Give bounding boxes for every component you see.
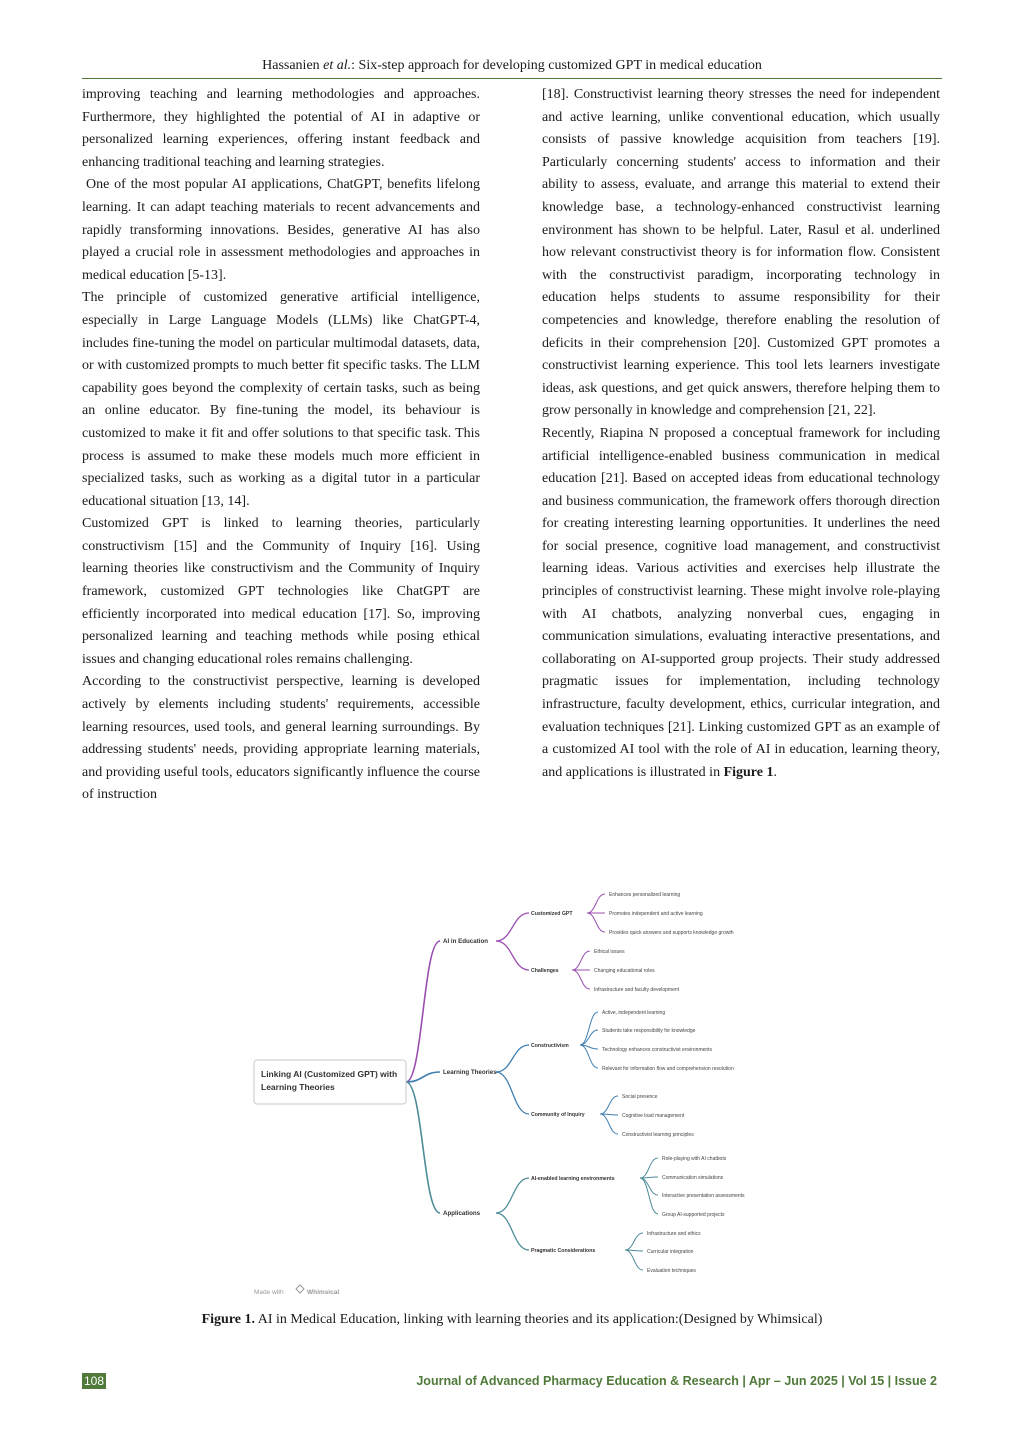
subtopic-connector: [496, 1178, 529, 1213]
mind-map-labels: [443, 892, 745, 1274]
leaf-label: Constructivist learning principles: [622, 1132, 694, 1138]
branch-connector: [406, 1082, 440, 1213]
subtopic-label: Customized GPT: [531, 911, 573, 917]
leaf-label: Infrastructure and faculty development: [594, 987, 680, 993]
leaf-label: Promotes independent and active learning: [609, 911, 703, 917]
leaf-connector: [572, 951, 590, 970]
leaf-label: Role-playing with AI chatbots: [662, 1156, 727, 1162]
mind-map-root-line-1: Linking AI (Customized GPT) with: [261, 1069, 398, 1079]
made-with-label: Made with: [254, 1289, 284, 1296]
subtopic-connector: [496, 1213, 529, 1250]
leaf-label: Technology enhances constructivist environments: [602, 1047, 713, 1053]
page-number: 108: [84, 1374, 105, 1388]
figure-caption: [82, 1312, 942, 1328]
leaf-connector: [572, 970, 590, 989]
branch-label: Applications: [443, 1210, 481, 1217]
leaf-label: Group AI-supported projects: [662, 1212, 725, 1218]
right-column: [542, 84, 940, 784]
leaf-connector: [640, 1158, 658, 1178]
leaf-connector: [587, 894, 605, 913]
leaf-connector: [625, 1250, 643, 1270]
whimsical-brand: Whimsical: [307, 1289, 340, 1296]
subtopic-label: Constructivism: [531, 1043, 569, 1049]
leaf-label: Enhances personalized learning: [609, 892, 681, 898]
branch-label: Learning Theories: [443, 1069, 497, 1076]
leaf-label: Curricular integration: [647, 1249, 694, 1255]
leaf-connector: [587, 913, 605, 932]
running-head: [82, 58, 942, 74]
paragraph: [542, 423, 940, 785]
period: .: [773, 764, 777, 780]
subtopic-connector: [496, 913, 529, 941]
leaf-label: Students take responsibility for knowledge: [602, 1028, 696, 1034]
leaf-label: Infrastructure and ethics: [647, 1231, 701, 1237]
paragraph: One of the most popular AI applications, ChatGPT, benefits lifelong learning. It can adapt teaching materials to recent advancements and rapidly transforming innovations. Besides, generative AI has also played a crucial role in assessment methodologies and approaches in medical education [5-13].: [82, 177, 480, 283]
caption-label: Figure 1.: [201, 1312, 255, 1327]
subtopic-connector: [496, 1045, 529, 1072]
whimsical-logo-icon: [296, 1285, 304, 1293]
paragraph: The principle of customized generative artificial intelligence, especially in Large Language Models (LLMs) like ChatGPT-4, includes fine-tuning the model on particular multimodal datasets, data, or with customized prompts to much better fit specific tasks. The LLM capability goes beyond the complexity of certain tasks, such as being an online educator. By fine-tuning the model, its behaviour is customized to make it fit and offer solutions to that specific task. This process is assumed to make these models much more efficient in specialized tasks, such as working as a digital tutor in a particular educational situation [13, 14].: [82, 290, 480, 509]
header-rule: [82, 78, 942, 79]
leaf-label: Cognitive load management: [622, 1113, 685, 1119]
subtopic-label: Community of Inquiry: [531, 1112, 585, 1118]
mind-map-figure: [250, 882, 790, 1302]
leaf-connector: [580, 1030, 598, 1045]
figure-reference[interactable]: Figure 1: [723, 764, 774, 780]
subtopic-label: AI-enabled learning environments: [531, 1176, 615, 1182]
subtopic-label: Pragmatic Considerations: [531, 1248, 596, 1254]
leaf-label: Ethical issues: [594, 949, 625, 955]
branch-connector: [406, 941, 440, 1082]
leaf-label: Social presence: [622, 1094, 658, 1100]
paragraph: [18]. Constructivist learning theory stresses the need for independent and active learning, unlike conventional education, which usually consists of passive knowledge acquisition from teachers [19]. Particularly concerning students' access to information and their ability to assess, evaluate, and arrange this material to extend their knowledge base, a technology-enhanced constructivist learning environment has shown to be helpful. Later, Rasul et al. underlined how relevant constructivist theory is for information flow. Consistent with the constructivist paradigm, incorporating technology in education helps students to assume responsibility for their competencies and knowledge, therefore enabling the resolution of deficits in their comprehension [20]. Customized GPT promotes a constructivist learning experience. This tool lets learners investigate ideas, ask questions, and get quick answers, therefore helping them to grow personally in knowledge and comprehension [21, 22].: [542, 87, 940, 419]
leaf-connector: [640, 1178, 658, 1214]
leaf-label: Evaluation techniques: [647, 1268, 696, 1274]
journal-footer: Journal of Advanced Pharmacy Education & Research | Apr – Jun 2025 | Vol 15 | Issue 2: [416, 1374, 937, 1388]
leaf-label: Interactive presentation assessments: [662, 1193, 745, 1199]
running-head-etal: et al.: [323, 58, 352, 73]
paragraph: Customized GPT is linked to learning theories, particularly constructivism [15] and the Community of Inquiry [16]. Using learning theories like constructivism and the Community of Inquiry framework, customized GPT technologies like ChatGPT are efficiently incorporated into medical education [17]. So, improving personalized learning and teaching methods while posing ethical issues and changing educational roles remains challenging.: [82, 516, 480, 667]
leaf-connector: [640, 1178, 658, 1195]
leaf-connector: [625, 1233, 643, 1250]
paragraph: According to the constructivist perspective, learning is developed actively by elements including students' requirements, accessible learning resources, used tools, and general learning surroundings. By addressing students' needs, providing appropriate learning materials, and providing useful tools, educators significantly influence the course of instruction: [82, 674, 480, 803]
leaf-label: Changing educational roles: [594, 968, 655, 974]
made-with-whimsical: [254, 1285, 339, 1296]
leaf-connector: [600, 1096, 618, 1114]
leaf-label: Provides quick answers and supports knowledge growth: [609, 930, 734, 936]
caption-text: AI in Medical Education, linking with learning theories and its application:(Designed by Whimsical): [257, 1312, 823, 1327]
branch-label: AI in Education: [443, 938, 489, 945]
paragraph-text: Recently, Riapina N proposed a conceptual framework for including artificial intelligence-enabled business communication in medical education [21]. Based on accepted ideas from educational technology and business communication, the framework offers thorough direction for creating interesting learning opportunities. It underlines the need for social presence, cognitive load management, and constructivist learning ideas. Various activities and exercises help illustrate the principles of constructivist learning. These might involve role-playing with AI chatbots, analyzing nonverbal cues, engaging in communication simulations, evaluating interactive presentations, and collaborating on AI-supported group projects. Their study addressed pragmatic issues for implementation, including technology infrastructure, faculty development, ethics, curricular integration, and evaluation techniques [21]. Linking customized GPT as an example of a customized AI tool with the role of AI in education, learning theory, and applications is illustrated in: [542, 425, 940, 780]
subtopic-connector: [496, 1072, 529, 1114]
mind-map-root-line-2: Learning Theories: [261, 1082, 335, 1092]
leaf-label: Active, independent learning: [602, 1010, 666, 1016]
leaf-connector: [600, 1114, 618, 1134]
leaf-label: Communication simulations: [662, 1175, 724, 1181]
left-column: [82, 84, 480, 807]
running-head-authors: Hassanien: [262, 58, 320, 73]
paragraph: improving teaching and learning methodologies and approaches. Furthermore, they highlighted the potential of AI in adaptive or personalized learning experiences, offering instant feedback and enhancing traditional teaching and learning strategies.: [82, 87, 480, 170]
subtopic-label: Challenges: [531, 968, 559, 974]
leaf-connector: [580, 1012, 598, 1045]
subtopic-connector: [496, 941, 529, 970]
leaf-label: Relevant for information flow and comprehension resolution: [602, 1066, 734, 1072]
running-head-title: : Six-step approach for developing customized GPT in medical education: [351, 58, 762, 73]
